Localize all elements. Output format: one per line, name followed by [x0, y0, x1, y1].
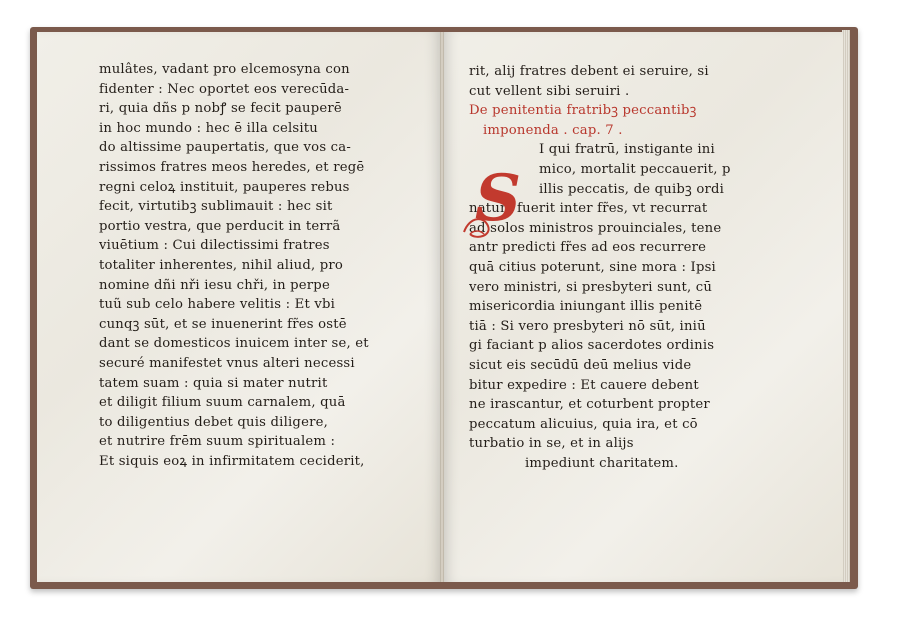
text-line: natum fuerit inter fr̃es, vt recurrat [469, 201, 708, 217]
text-line: Et siquis eoꝝ in infirmitatem ceciderit, [99, 453, 365, 469]
text-line: gi faciant p alios sacerdotes ordinis [469, 338, 715, 354]
text-line: sicut eis secūdū deū melius vide [469, 357, 692, 373]
decorated-initial: S [474, 161, 522, 236]
text-line: fecit, virtutibꝫ sublimauit : hec sit [99, 199, 333, 215]
text-line: cunqꝫ sūt, et se inuenerint fr̃es ostē [99, 316, 347, 332]
rubric-heading-line: imponenda . cap. 7 . [483, 122, 623, 138]
text-line: to diligentius debet quis diligere, [99, 414, 328, 430]
text-line: illis peccatis, de quibꝫ ordi [539, 181, 725, 197]
text-line: securé manifestet vnus alteri necessi [99, 355, 355, 371]
text-line: in hoc mundo : hec ē illa celsitu [99, 120, 318, 136]
page-edges [842, 30, 850, 582]
text-line: mico, mortalit peccauerit, p [539, 161, 731, 177]
text-line: mulâtes, vadant pro elcemosyna con [99, 62, 350, 77]
text-line: antr predicti fr̃es ad eos recurrere [469, 240, 707, 256]
text-line: peccatum alicuius, quia ira, et cō [469, 416, 698, 432]
text-line: regni celoꝝ instituit, pauperes rebus [99, 179, 350, 195]
text-line: quā citius poterunt, sine mora : Ipsi [469, 259, 716, 275]
text-line: ri, quia dñs p nobꝭ se fecit pauperē [99, 101, 342, 117]
text-line: portio vestra, que perducit in terrã [99, 218, 341, 234]
book-gutter [440, 32, 444, 582]
text-line: tatem suam : quia si mater nutrit [99, 375, 328, 391]
text-line: ne irascantur, et coturbent propter [469, 397, 710, 413]
right-page-text [469, 62, 761, 473]
text-line: cut vellent sibi seruiri . [469, 83, 630, 99]
text-line: misericordia iniungant illis penitē [469, 299, 703, 315]
text-line: et nutrire frēm suum spiritualem : [99, 434, 336, 450]
text-line: tuũ sub celo habere velitis : Et vbi [99, 297, 336, 313]
text-line: bitur expedire : Et cauere debent [469, 377, 699, 393]
text-line: ad solos ministros prouinciales, tene [469, 220, 722, 236]
text-line: rissimos fratres meos heredes, et regē [99, 159, 365, 175]
text-line: tiā : Si vero presbyteri nō sūt, iniū [469, 318, 706, 334]
text-line: dant se domesticos inuicem inter se, et [99, 336, 369, 352]
text-line: rit, alij fratres debent ei seruire, si [469, 64, 709, 79]
text-line: nomine dñi nři iesu chři, in perpe [99, 277, 330, 293]
text-line: turbatio in se, et in alijs [469, 436, 634, 452]
text-line: et diligit filium suum carnalem, quā [99, 395, 346, 411]
text-line: fidenter : Nec oportet eos verecūda- [99, 81, 350, 97]
rubric-heading-line: De penitentia fratribꝫ peccantibꝫ [469, 103, 697, 119]
initial-flourish-ornament [462, 212, 502, 242]
text-line: totaliter inherentes, nihil aliud, pro [99, 257, 344, 273]
text-line: viuētium : Cui dilectissimi fratres [99, 238, 330, 254]
text-line: vero ministri, si presbyteri sunt, cū [469, 279, 713, 295]
text-line: I qui fratrū, instigante ini [539, 142, 715, 158]
left-page-text [99, 60, 409, 471]
text-line: do altissime paupertatis, que vos ca- [99, 140, 351, 156]
closing-text-line: impediunt charitatem. [525, 455, 679, 471]
